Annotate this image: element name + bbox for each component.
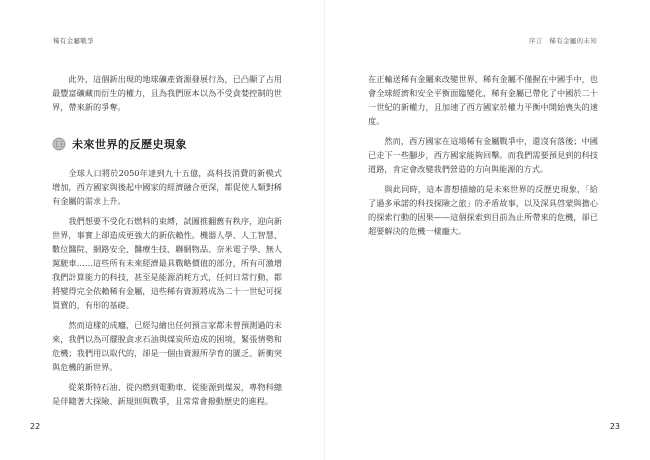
globe-icon	[52, 137, 66, 151]
opening-paragraph: 此外，這個新出現的地球礦產資源發展行為，已凸顯了占用最豐富礦藏而衍生的權力，且為我們原本以為不受貪婪控制的世界，帶來新的爭奪。	[52, 74, 282, 112]
left-paragraph: 從萊斯特石油、從內燃到電動車、從能源到煤炭，專物科總是伴隨著大探險、新規則與戰爭，且常常會撥動歷史的進程。	[52, 382, 282, 406]
right-page-number: 23	[609, 422, 620, 431]
left-paragraph: 我們想要不受化石燃料的束縛，試圖推翻舊有秩序，迎向新世界，事實上卻造成更強大的新依賴性。機器人學、人工智慧、數位醫院、網路安全、醫療生技、聯網物品、奈米電子學、無人駕駛車……這些所有未來經濟最具戰略價值的部分，所有可激增我們計算能力的科技，甚至是能源消耗方式，任何日常行動，都將變得完全依賴稀有金屬，這些稀有資源將成為二十一世紀可探買賣的，有形的基礎。	[52, 216, 282, 310]
left-page-number: 22	[30, 422, 41, 431]
left-running-head: 稀有金屬戰爭	[53, 37, 94, 45]
right-running-head: 序言 稀有金屬的未知	[529, 37, 597, 45]
right-body-text	[368, 72, 598, 244]
section-heading-text: 未來世界的反歷史現象	[72, 138, 187, 151]
left-paragraph: 全球人口將於2050年達到九十五億，高科技消費的新模式增加，西方國家與後起中國家的經濟融合更深，都促使人類對稀有金屬的需求上升。	[52, 168, 282, 206]
right-paragraph: 然而，西方國家在這場稀有金屬戰爭中，還沒有落後；中國已走下一些腳步，西方國家能夠回擊。而我們需要預見到的科技道路，肯定會改變我們營造的方向與能源的方式。	[368, 136, 598, 174]
left-body-text	[52, 166, 282, 414]
left-opening-text	[52, 72, 282, 120]
right-page	[325, 0, 650, 460]
left-paragraph: 然而這樣的成癮，已經勾繪出任何預言家都未曾預測過的未來，我們以為可擺脫貪求石油與煤炭所造成的困境，緊張情勢和危機；我們用以取代的，卻是一個由資源所孕育的匱乏、新衝突與危機的新世界。	[52, 320, 282, 372]
right-paragraph: 在正輸送稀有金屬來改變世界，稀有金屬不僅握在中國手中，也會全球經濟和安全平衡面臨變化，稀有金屬已帶化了中國於二十一世紀的新權力，且加速了西方國家於權力平衡中開始喪失的速度。	[368, 74, 598, 126]
section-heading	[52, 136, 187, 152]
right-paragraph: 與此同時，這本書想描繪的是未來世界的反歷史現象，「給了過多承諾的科技探險之旅」的矛盾故事，以及深具啓蒙與擔心的探索行動的因果——這個探索到目前為止所帶來的危機，卻已超要解決的危機一樣龐大。	[368, 184, 598, 236]
